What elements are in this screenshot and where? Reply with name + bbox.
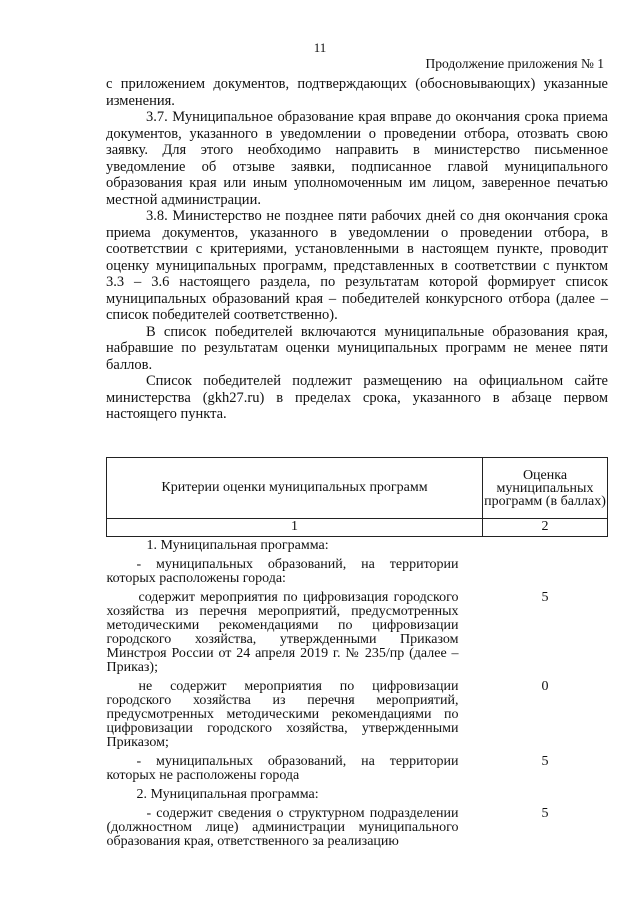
criterion-score: 5 — [541, 806, 549, 821]
criterion-score: 0 — [541, 679, 549, 694]
table-row — [107, 589, 608, 678]
criterion-text: не содержит мероприятия по цифровизации городского хозяйства из перечня мероприятий, предусмотренных методическими рекомендациями по цифровизации городского хозяйства, утвержденными Приказом; — [106, 679, 459, 750]
body-text — [106, 76, 608, 423]
criterion-text: 1. Муниципальная программа: — [146, 538, 329, 553]
column-number-row — [107, 519, 608, 537]
criterion-score — [483, 556, 608, 589]
table-row — [107, 556, 608, 589]
page-number: 11 — [313, 40, 327, 55]
criterion-text: - муниципальных образований, на территории которых не расположены города — [106, 754, 459, 783]
paragraph: В список победителей включаются муниципальные образования края, набравшие по результатам оценки муниципальных программ не менее пяти баллов. — [106, 323, 608, 373]
criterion-score — [483, 537, 608, 557]
paragraph: 3.7. Муниципальное образование края вправе до окончания срока приема документов, указанного в уведомлении о проведении отбора, отозвать свою заявку. Для этого необходимо направить в министерство письменное уведомление об отзыве заявки, подписанное главой муниципального образования края или иным уполномоченным им лицом, заверенное печатью местной администрации. — [106, 109, 608, 208]
score-column-header: Оценка муниципальных программ (в баллах) — [483, 458, 608, 519]
table-row — [107, 805, 608, 852]
criterion-text: - содержит сведения о структурном подразделении (должностном лице) администрации муниципального образования края, ответственного за реализацию — [106, 806, 459, 849]
criterion-text: - муниципальных образований, на территории которых расположены города: — [106, 557, 459, 586]
criterion-score — [483, 786, 608, 805]
paragraph: с приложением документов, подтверждающих (обосновывающих) указанные изменения. — [106, 76, 608, 109]
criterion-text: содержит мероприятия по цифровизация городского хозяйства из перечня мероприятий, предусмотренных методическими рекомендациями по цифровизации городского хозяйства, утвержденными Приказом Минстроя России от 24 апреля 2019 г. № 235/пр (далее – Приказ); — [106, 590, 459, 675]
criterion-text: 2. Муниципальная программа: — [136, 787, 319, 802]
table-row — [107, 678, 608, 753]
column-number: 1 — [107, 519, 483, 537]
paragraph: Список победителей подлежит размещению на официальном сайте министерства (gkh27.ru) в пределах срока, указанного в абзаце первом настоящего пункта. — [106, 373, 608, 422]
criteria-column-header: Критерии оценки муниципальных программ — [107, 458, 483, 519]
criterion-score: 5 — [541, 754, 549, 769]
paragraph: 3.8. Министерство не позднее пяти рабочих дней со дня окончания срока приема документов, указанного в уведомлении о проведении отбора, в соответствии с критериями, установленными в настоящем пункте, проводит оценку муниципальных программ, представленных в соответствии с пунктом 3.3 – 3.6 настоящего раздела, по результатам которой формирует список муниципальных образований края – победителей конкурсного отбора (далее – список победителей соответственно). — [106, 208, 608, 323]
table-row — [107, 753, 608, 786]
table-row — [107, 786, 608, 805]
criteria-table — [106, 457, 608, 852]
column-number: 2 — [483, 519, 608, 537]
criterion-score: 5 — [541, 590, 549, 605]
table-row — [107, 537, 608, 557]
appendix-label: Продолжение приложения № 1 — [425, 56, 604, 71]
table-header-row — [107, 458, 608, 519]
